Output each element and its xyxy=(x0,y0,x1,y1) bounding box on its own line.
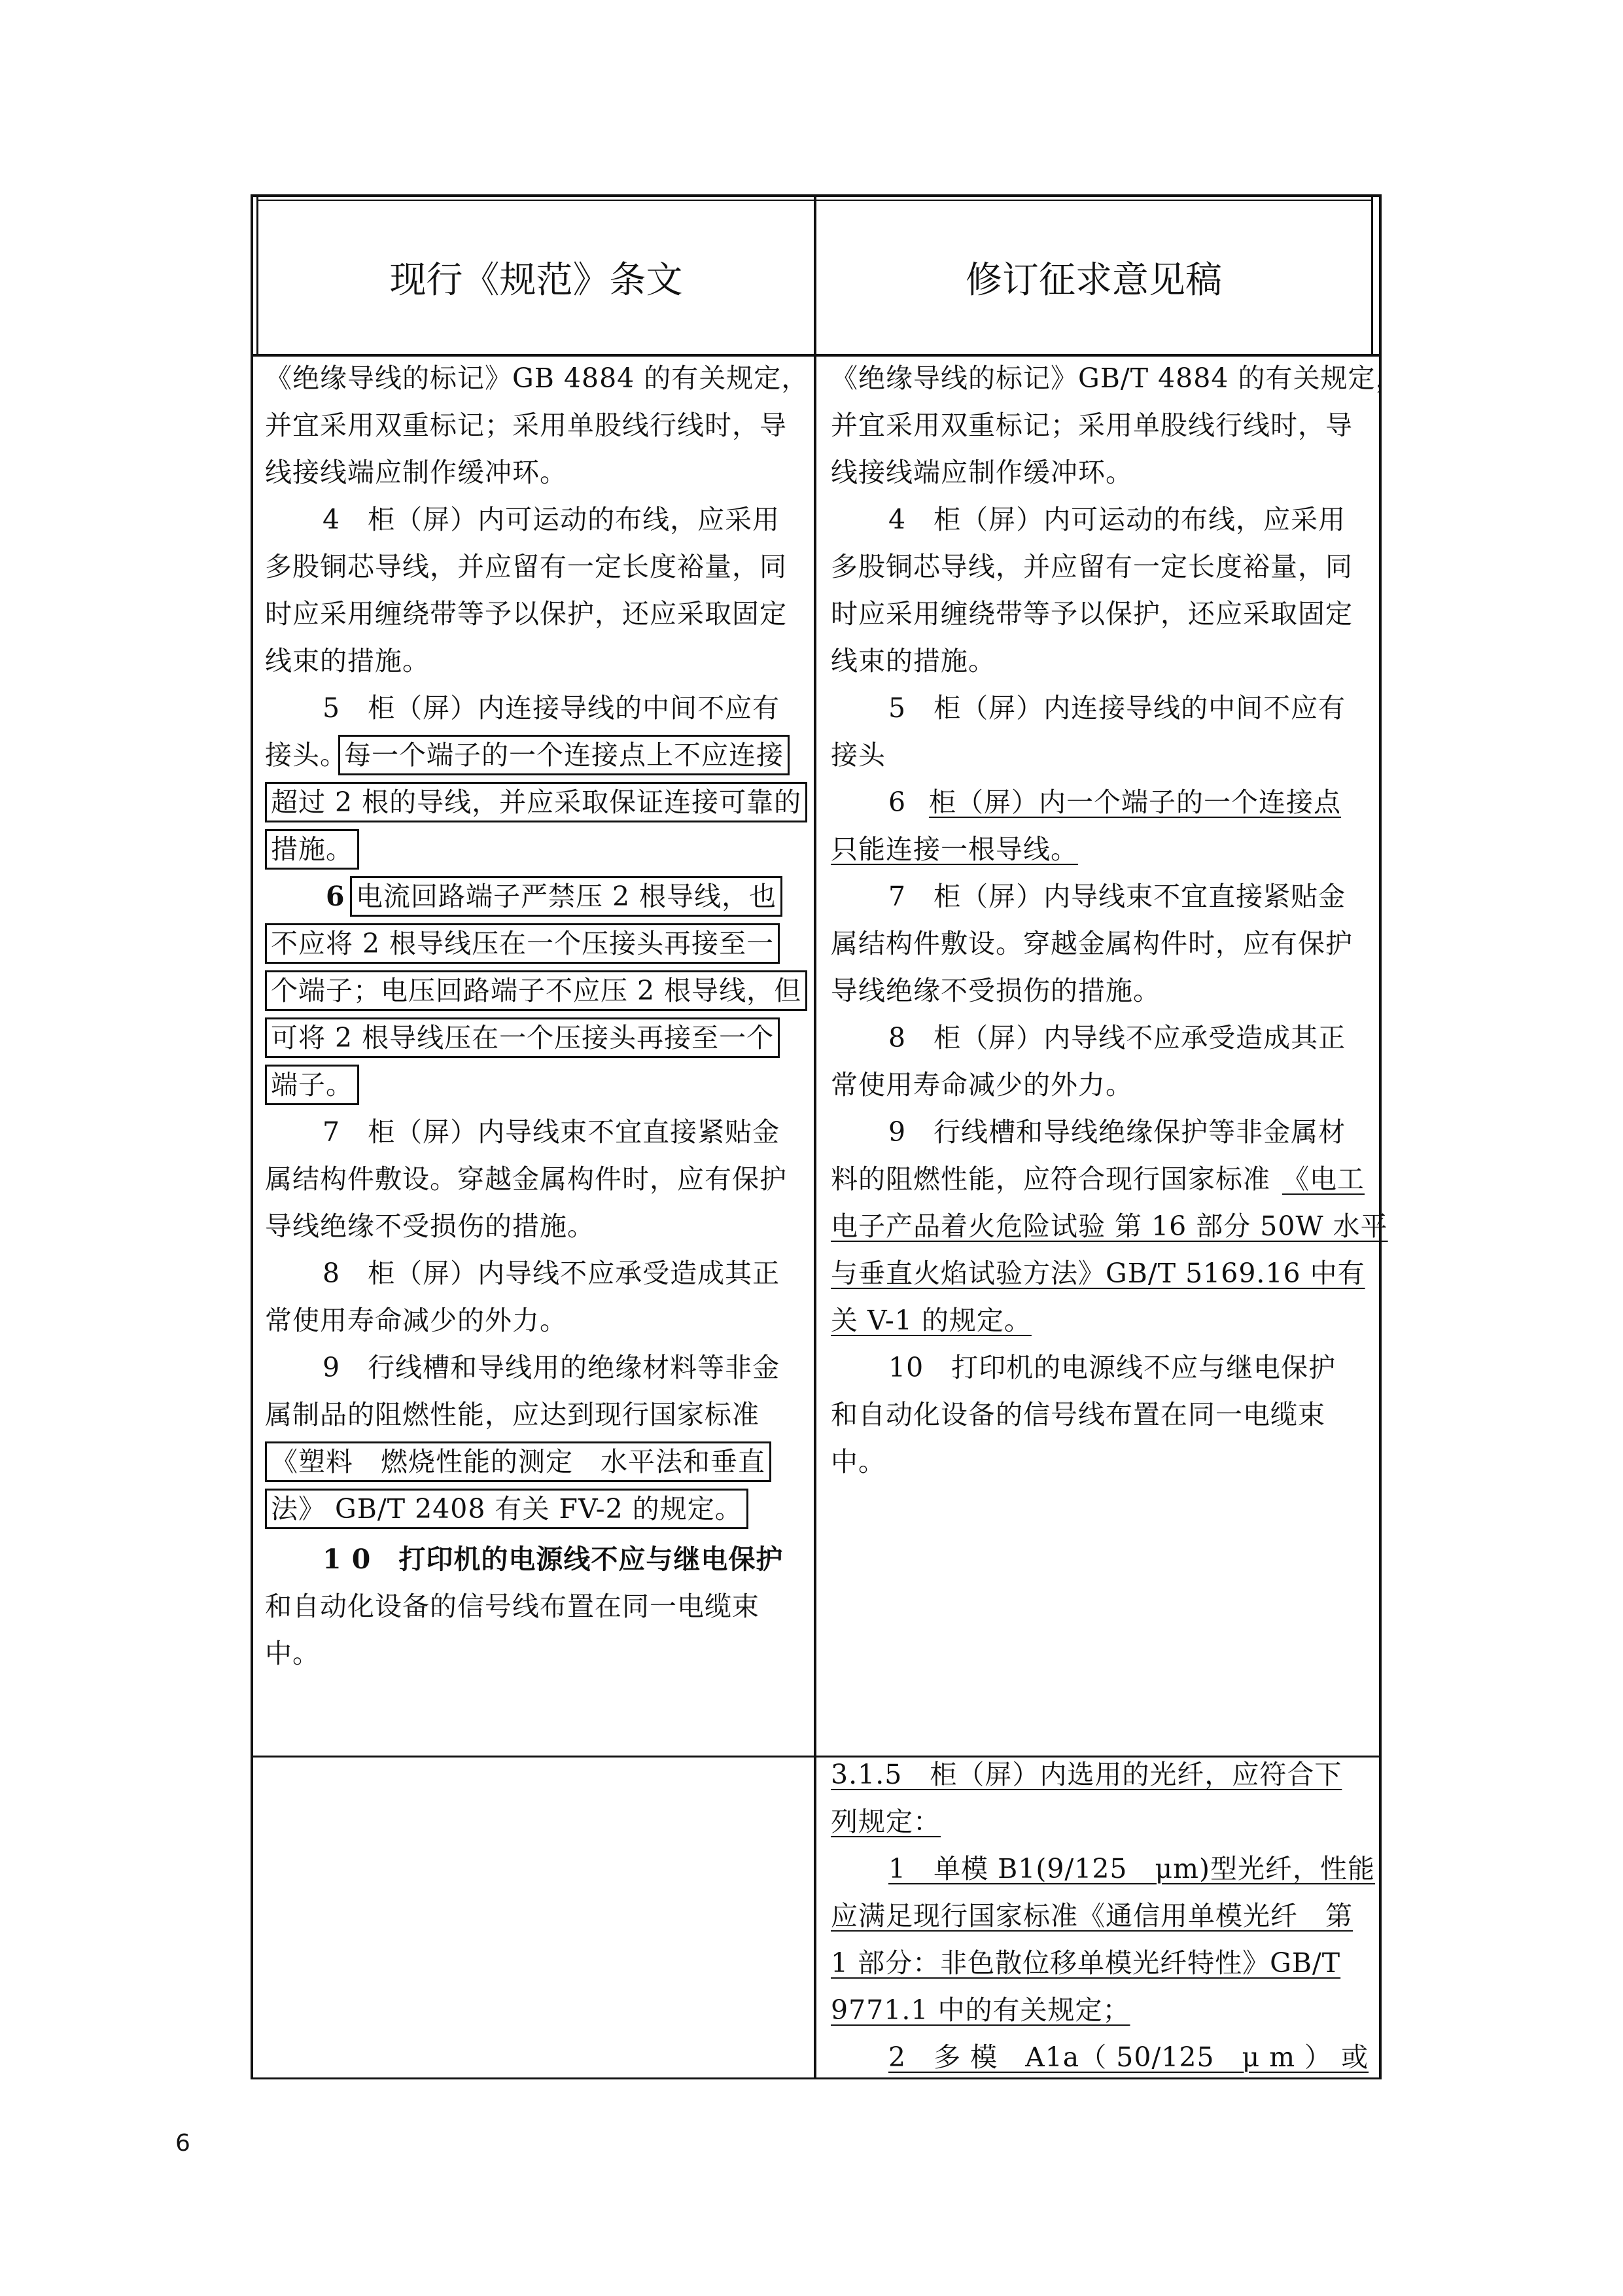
left-line-1: 《绝缘导线的标记》GB 4884 的有关规定， xyxy=(265,362,809,394)
left-line-9a: 9 行线槽和导线用的绝缘材料等非金 xyxy=(323,1352,780,1383)
left-line-9: 接头。 xyxy=(265,739,347,771)
row2-line-5: 1 部分：非色散位移单模光纤特性》GB/T xyxy=(831,1947,1341,1979)
right-line-3: 线接线端应制作缓冲环。 xyxy=(831,457,1133,488)
row2-line-1: 3.1.5 柜（屏）内选用的光纤，应符合下 xyxy=(831,1759,1342,1790)
right-line-19: 和自动化设备的信号线布置在同一电缆束 xyxy=(831,1399,1325,1430)
right-line-6: 时应采用缠绕带等予以保护，还应采取固定 xyxy=(831,598,1353,629)
left-line-6: 时应采用缠绕带等予以保护，还应采取固定 xyxy=(265,598,787,629)
right-line-12: 属结构件敷设。穿越金属构件时，应有保护 xyxy=(831,928,1353,959)
right-line-20: 中。 xyxy=(831,1446,886,1477)
left-line-5: 多股铜芯导线，并应留有一定长度裕量，同 xyxy=(265,551,787,582)
left-line-2: 并宜采用双重标记；采用单股线行线时，导 xyxy=(265,410,787,441)
left-boxed-5: 不应将 2 根导线压在一个压接头再接至一 xyxy=(265,923,780,964)
left-line-7b: 属结构件敷设。穿越金属构件时，应有保护 xyxy=(265,1163,787,1195)
left-line-7c: 导线绝缘不受损伤的措施。 xyxy=(265,1210,595,1242)
left-line-4: 4 柜（屏）内可运动的布线，应采用 xyxy=(323,504,780,535)
right-underlined-5: 与垂直火焰试验方法》GB/T 5169.16 中有 xyxy=(831,1258,1365,1289)
left-line-10c: 中。 xyxy=(265,1638,320,1669)
right-line-1: 《绝缘导线的标记》GB/T 4884 的有关规定， xyxy=(831,362,1403,394)
right-line-8: 5 柜（屏）内连接导线的中间不应有 xyxy=(888,692,1346,724)
right-line-11: 7 柜（屏）内导线束不宜直接紧贴金 xyxy=(888,881,1346,912)
left-boxed-8: 端子。 xyxy=(265,1065,359,1105)
right-line-5: 多股铜芯导线，并应留有一定长度裕量，同 xyxy=(831,551,1353,582)
table-border-left xyxy=(251,194,253,2079)
right-underlined-6: 关 V-1 的规定。 xyxy=(831,1305,1032,1336)
right-underlined-4: 电子产品着火危险试验 第 16 部分 50W 水平 xyxy=(831,1210,1388,1242)
left-boxed-9: 《塑料 燃烧性能的测定 水平法和垂直 xyxy=(265,1441,771,1482)
right-line-17: 料的阻燃性能，应符合现行国家标准 xyxy=(831,1163,1270,1195)
header-frame-right xyxy=(1371,194,1373,356)
left-boxed-4: 电流回路端子严禁压 2 根导线，也 xyxy=(350,876,782,917)
right-line-18: 10 打印机的电源线不应与继电保护 xyxy=(888,1352,1336,1383)
right-line-9: 接头 xyxy=(831,739,886,771)
left-column xyxy=(265,355,808,1729)
right-line-16: 9 行线槽和导线绝缘保护等非金属材 xyxy=(888,1116,1346,1148)
left-line-10b: 和自动化设备的信号线布置在同一电缆束 xyxy=(265,1591,759,1622)
table-border-right xyxy=(1379,194,1382,2079)
right-line-2: 并宜采用双重标记；采用单股线行线时，导 xyxy=(831,410,1353,441)
row2-line-4: 应满足现行国家标准《通信用单模光纤 第 xyxy=(831,1900,1353,1932)
right-underlined-1: 柜（屏）内一个端子的一个连接点 xyxy=(929,786,1341,818)
right-underlined-3: 《电工 xyxy=(1282,1163,1365,1195)
right-line-14: 8 柜（屏）内导线不应承受造成其正 xyxy=(888,1022,1346,1053)
row2-line-3: 1 单模 B1(9/125 μm)型光纤，性能 xyxy=(888,1853,1376,1884)
left-boxed-10: 法》 GB/T 2408 有关 FV-2 的规定。 xyxy=(265,1489,748,1529)
row2-line-7: 2 多 模 A1a（ 50/125 μ m ） 或 xyxy=(888,2041,1369,2073)
left-boxed-1: 每一个端子的一个连接点上不应连接 xyxy=(338,735,790,775)
right-underlined-2: 只能连接一根导线。 xyxy=(831,834,1078,865)
right-line-4: 4 柜（屏）内可运动的布线，应采用 xyxy=(888,504,1346,535)
left-line-9b: 属制品的阻燃性能，应达到现行国家标准 xyxy=(265,1399,759,1430)
right-line-10num: 6 xyxy=(888,786,934,818)
left-line-8b: 常使用寿命减少的外力。 xyxy=(265,1305,567,1336)
right-line-7: 线束的措施。 xyxy=(831,645,996,677)
header-left-title: 现行《规范》条文 xyxy=(389,259,683,302)
right-column xyxy=(831,355,1403,1729)
left-line-3: 线接线端应制作缓冲环。 xyxy=(265,457,567,488)
row2-line-2: 列规定： xyxy=(831,1806,941,1837)
left-line-8: 5 柜（屏）内连接导线的中间不应有 xyxy=(323,692,780,724)
left-line-8a: 8 柜（屏）内导线不应承受造成其正 xyxy=(323,1258,780,1289)
column-divider xyxy=(814,194,816,2079)
left-line-7a: 7 柜（屏）内导线束不宜直接紧贴金 xyxy=(323,1116,780,1148)
right-line-13: 导线绝缘不受损伤的措施。 xyxy=(831,975,1161,1006)
left-boxed-2: 超过 2 根的导线，并应采取保证连接可靠的 xyxy=(265,782,807,822)
left-boxed-6: 个端子；电压回路端子不应压 2 根导线，但 xyxy=(265,970,807,1011)
row2-line-6: 9771.1 中的有关规定； xyxy=(831,1994,1130,2026)
left-line-10a: 1 0 打印机的电源线不应与继电保护 xyxy=(323,1544,784,1575)
page-number: 6 xyxy=(175,2130,190,2157)
left-line-6num: 6 xyxy=(326,881,345,912)
left-line-7: 线束的措施。 xyxy=(265,645,430,677)
left-boxed-3: 措施。 xyxy=(265,829,359,870)
row2-right-cell xyxy=(831,1751,1374,2078)
left-boxed-7: 可将 2 根导线压在一个压接头再接至一个 xyxy=(265,1017,780,1058)
right-line-15: 常使用寿命减少的外力。 xyxy=(831,1069,1133,1101)
header-right-title: 修订征求意见稿 xyxy=(966,259,1222,302)
